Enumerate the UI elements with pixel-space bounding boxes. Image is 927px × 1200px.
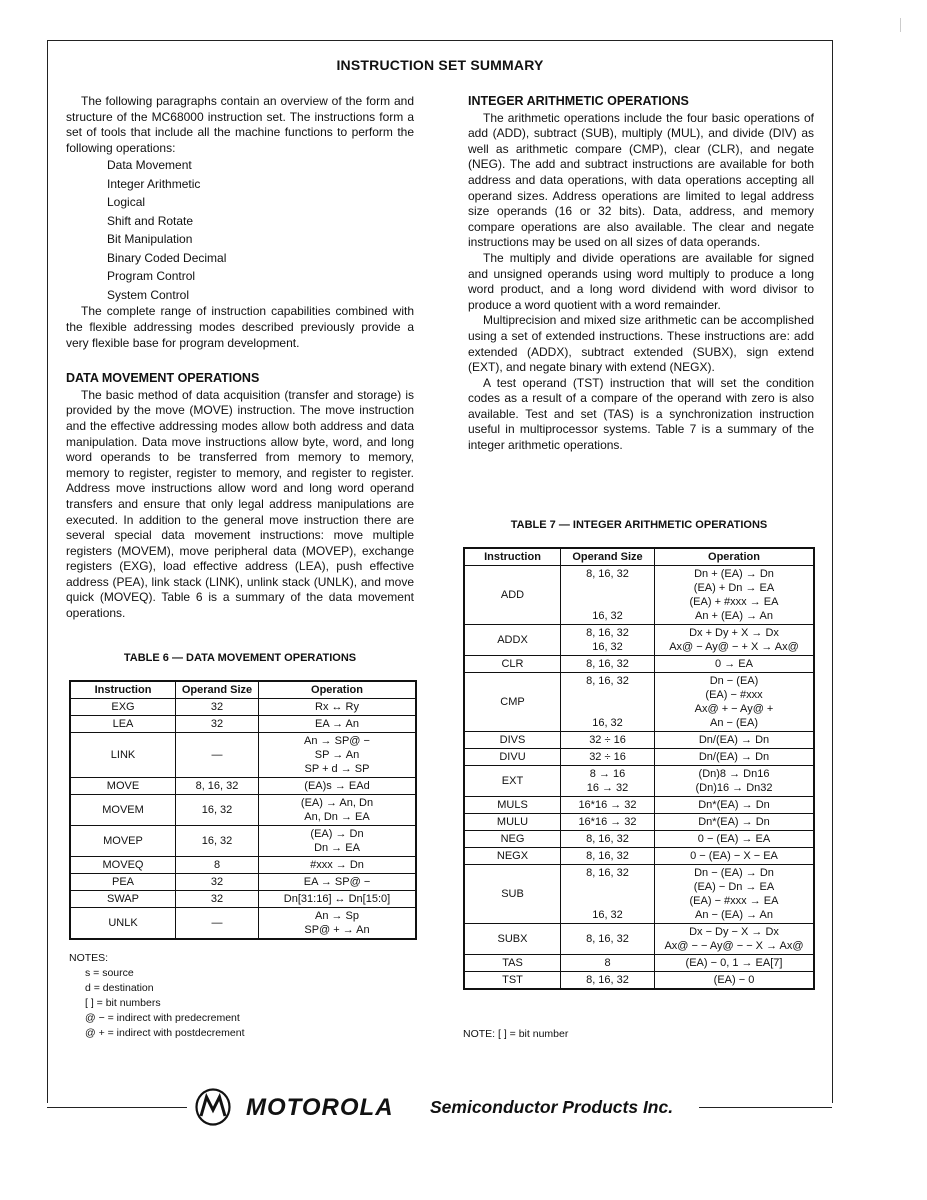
- integer-arithmetic-paragraph-1: The arithmetic operations include the four basic operations of add (ADD), subtract (SUB), multiply (MUL), and divide (DIV) as well as arithmetic compare (CMP), clear (CLR), and negate (NEG). The add and subtract instructions are available for both address and data operations, with data operations accepting all operand sizes. Address operations are limited to legal address size operands (16 or 32 bits). Data, address, and memory compare operations are also available. The clear and negate instructions may be used on all sizes of data operands.: [468, 110, 814, 250]
- table7-row: [464, 797, 814, 814]
- instruction-cell: LEA: [70, 716, 176, 733]
- operation-line: EA → SP@ −: [303, 876, 371, 888]
- operand-size-cell: 32: [176, 874, 259, 891]
- operand-size-primary: 8, 16, 32: [586, 833, 629, 845]
- table6-row: [70, 891, 416, 908]
- operation-list-item: Program Control: [107, 269, 196, 284]
- operation-line: Dn*(EA) → Dn: [698, 816, 770, 828]
- operand-size-secondary: 16, 32: [592, 717, 623, 729]
- operand-size-primary: 8, 16, 32: [586, 658, 629, 670]
- operation-line: EA → An: [314, 718, 360, 730]
- operation-list-item: Shift and Rotate: [107, 213, 194, 228]
- instruction-cell: TST: [464, 972, 561, 990]
- operation-line: An → SP@ −: [304, 735, 370, 747]
- table6-header-row: [70, 681, 416, 699]
- operand-size-secondary: 16, 32: [592, 641, 623, 653]
- operation-line: 0 − (EA) → EA: [697, 833, 771, 845]
- operand-size-secondary: 16, 32: [592, 909, 623, 921]
- operation-line: Rx ↔ Ry: [315, 701, 359, 713]
- data-movement-paragraph: The basic method of data acquisition (transfer and storage) is provided by the move (MOVE) instruction. The move instruction and the effective addressing modes allow both address and data manipulation. Data move instructions allow byte, word, and long word operands to be transferred from memory to memory, memory to register, register to memory, and register to register. Address move instructions allow word and long word operand transfers and ensure that only legal address manipulations are executed. In addition to the general move instruction there are several special data movement instructions: move multiple registers (MOVEM), move peripheral data (MOVEP), exchange registers (EXG), load effective address (LEA), push effective address (PEA), link stack (LINK), unlink stack (UNLK), and move quick (MOVEQ). Table 6 is a summary of the data movement operations.: [66, 387, 414, 621]
- table6-data-movement: [69, 680, 417, 940]
- operation-line: (EA) + Dn → EA: [693, 582, 775, 594]
- operation-list-item: Bit Manipulation: [107, 232, 193, 247]
- operand-size-cell: 16, 32: [176, 826, 259, 857]
- operation-line: Dn[31:16] ↔ Dn[15:0]: [283, 893, 391, 905]
- operation-line: Dn + (EA) → Dn: [694, 568, 774, 580]
- instruction-cell: SUBX: [464, 924, 561, 955]
- operation-cell: [655, 848, 815, 865]
- instruction-cell: ADD: [464, 566, 561, 625]
- operation-list-item: Integer Arithmetic: [107, 176, 201, 191]
- column-header-operand-size: Operand Size: [176, 681, 259, 699]
- scan-mark: [900, 18, 901, 32]
- operation-line: 0 → EA: [715, 658, 753, 670]
- table6-row: [70, 826, 416, 857]
- motorola-batwing-logo-icon: [194, 1088, 232, 1126]
- operation-line: Dn/(EA) → Dn: [698, 751, 770, 763]
- instruction-cell: LINK: [70, 733, 176, 778]
- operand-size-cell: [561, 972, 655, 990]
- operation-line: Dn*(EA) → Dn: [698, 799, 770, 811]
- integer-arithmetic-paragraph-3: Multiprecision and mixed size arithmetic can be accomplished using a set of extended instructions. These instructions are: add extended (ADDX), subtract extended (SUBX), sign extend (EXT), and negate binary with extend (NEGX).: [468, 313, 814, 375]
- operation-cell: [655, 814, 815, 831]
- table7-row: [464, 924, 814, 955]
- operation-cell: [655, 972, 815, 990]
- column-header-operand-size: Operand Size: [561, 548, 655, 566]
- operation-line: (EA) + #xxx → EA: [689, 596, 779, 608]
- integer-arithmetic-heading: INTEGER ARITHMETIC OPERATIONS: [468, 94, 689, 108]
- instruction-cell: MULS: [464, 797, 561, 814]
- note-item: @ + = indirect with postdecrement: [85, 1027, 245, 1039]
- operation-line: #xxx → Dn: [310, 859, 364, 871]
- footer-rule-right: [699, 1107, 832, 1108]
- instruction-cell: CMP: [464, 673, 561, 732]
- operation-cell: [259, 699, 417, 716]
- instruction-cell: EXG: [70, 699, 176, 716]
- instruction-cell: DIVS: [464, 732, 561, 749]
- note-item: [ ] = bit numbers: [85, 997, 161, 1009]
- table6-row: [70, 733, 416, 778]
- brand-name: MOTOROLA: [246, 1094, 394, 1121]
- operation-cell: [655, 673, 815, 732]
- operation-line: (EA) − 0, 1 → EA[7]: [685, 957, 783, 969]
- operation-cell: [655, 797, 815, 814]
- operation-line: Ax@ − Ay@ − + X → Ax@: [669, 641, 799, 653]
- operand-size-primary: 8: [604, 957, 611, 969]
- operation-line: (EA) − Dn → EA: [693, 881, 775, 893]
- table6-row: [70, 874, 416, 891]
- instruction-cell: MOVEP: [70, 826, 176, 857]
- instruction-cell: UNLK: [70, 908, 176, 940]
- instruction-cell: MULU: [464, 814, 561, 831]
- column-header-instruction: Instruction: [464, 548, 561, 566]
- integer-arithmetic-paragraph-4: A test operand (TST) instruction that will set the condition codes as a result of a compare of the operand with zero is also available. Test and set (TAS) is a synchronization instruction useful in multiprocessor systems. Table 7 is a summary of the integer arithmetic operations.: [468, 375, 814, 453]
- operand-size-cell: [561, 673, 655, 732]
- instruction-cell: ADDX: [464, 625, 561, 656]
- operation-line: 0 − (EA) − X − EA: [690, 850, 778, 862]
- operand-size-cell: 32: [176, 716, 259, 733]
- table7-row: [464, 972, 814, 990]
- operand-size-primary: 8, 16, 32: [586, 850, 629, 862]
- instruction-cell: SWAP: [70, 891, 176, 908]
- operation-line: An, Dn → EA: [304, 811, 370, 823]
- operation-line: SP@ + → An: [304, 924, 370, 936]
- brand-subtitle: Semiconductor Products Inc.: [430, 1097, 674, 1117]
- column-header-operation: Operation: [655, 548, 815, 566]
- operation-cell: [259, 795, 417, 826]
- operand-size-primary: 8, 16, 32: [586, 974, 629, 986]
- operand-size-secondary: 16 → 32: [586, 782, 629, 794]
- table7-integer-arithmetic: [463, 547, 815, 990]
- instruction-cell: PEA: [70, 874, 176, 891]
- operation-line: Dn → EA: [314, 842, 360, 854]
- operand-size-primary: 16*16 → 32: [578, 799, 637, 811]
- table6-notes: [69, 951, 369, 1041]
- operation-cell: [655, 924, 815, 955]
- operation-list-item: Binary Coded Decimal: [107, 250, 227, 265]
- operation-cell: [655, 732, 815, 749]
- instruction-cell: EXT: [464, 766, 561, 797]
- operation-cell: [259, 733, 417, 778]
- operand-size-cell: [561, 848, 655, 865]
- instruction-cell: CLR: [464, 656, 561, 673]
- operand-size-cell: [561, 955, 655, 972]
- table7-row: [464, 831, 814, 848]
- operand-size-cell: —: [176, 733, 259, 778]
- operation-line: (EA) − #xxx: [705, 689, 763, 701]
- operation-list-item: Data Movement: [107, 158, 192, 173]
- operand-size-cell: —: [176, 908, 259, 940]
- operation-line: Ax@ + − Ay@ +: [694, 703, 774, 715]
- operand-size-cell: [561, 732, 655, 749]
- operand-size-cell: 32: [176, 891, 259, 908]
- note-item: d = destination: [85, 982, 154, 994]
- operation-cell: [655, 656, 815, 673]
- table7-row: [464, 865, 814, 924]
- operand-size-primary: 8, 16, 32: [586, 627, 629, 639]
- operation-cell: [259, 716, 417, 733]
- operation-list-item: Logical: [107, 195, 146, 210]
- instruction-cell: DIVU: [464, 749, 561, 766]
- operation-line: Dx − Dy − X → Dx: [689, 926, 779, 938]
- table7-title: TABLE 7 — INTEGER ARITHMETIC OPERATIONS: [510, 519, 768, 531]
- instruction-cell: MOVEM: [70, 795, 176, 826]
- operation-cell: [655, 831, 815, 848]
- operation-cell: [655, 566, 815, 625]
- operation-line: An − (EA): [710, 717, 758, 729]
- table6-row: [70, 699, 416, 716]
- operation-cell: [259, 908, 417, 940]
- operand-size-primary: 8, 16, 32: [586, 568, 629, 580]
- operation-line: Dn − (EA) → Dn: [694, 867, 774, 879]
- operand-size-primary: 16*16 → 32: [578, 816, 637, 828]
- operation-line: (EA)s → EAd: [304, 780, 370, 792]
- operand-size-cell: 16, 32: [176, 795, 259, 826]
- instruction-cell: MOVE: [70, 778, 176, 795]
- table7-row: [464, 766, 814, 797]
- table7-row: [464, 656, 814, 673]
- operation-cell: [655, 955, 815, 972]
- column-header-operation: Operation: [259, 681, 417, 699]
- table7-row: [464, 673, 814, 732]
- operand-size-cell: [561, 656, 655, 673]
- note-item: @ − = indirect with predecrement: [85, 1012, 240, 1024]
- operation-line: Ax@ − − Ay@ − − X → Ax@: [664, 940, 804, 952]
- operand-size-secondary: 16, 32: [592, 610, 623, 622]
- right-column: [468, 94, 814, 454]
- operation-line: Dx + Dy + X → Dx: [689, 627, 779, 639]
- operation-line: An − (EA) → An: [695, 909, 773, 921]
- operand-size-cell: 8, 16, 32: [176, 778, 259, 795]
- operand-size-primary: 8, 16, 32: [586, 933, 629, 945]
- operand-size-cell: [561, 831, 655, 848]
- operation-line: SP → An: [314, 749, 360, 761]
- operation-line: (EA) − #xxx → EA: [689, 895, 779, 907]
- operand-size-cell: [561, 865, 655, 924]
- operation-line: Dn/(EA) → Dn: [698, 734, 770, 746]
- table6-row: [70, 716, 416, 733]
- operation-cell: [655, 625, 815, 656]
- table7-note: NOTE: [ ] = bit number: [463, 1028, 569, 1040]
- operand-size-primary: 32 ÷ 16: [589, 751, 626, 763]
- operand-size-cell: [561, 924, 655, 955]
- operand-size-cell: [561, 766, 655, 797]
- integer-arithmetic-paragraph-2: The multiply and divide operations are available for signed and unsigned operands using word multiply to produce a long word product, and a long word dividend with word divisor to produce a word quotient with a word remainder.: [468, 250, 814, 312]
- operand-size-cell: [561, 749, 655, 766]
- operation-list-item: System Control: [107, 287, 190, 302]
- operation-line: (EA) − 0: [713, 974, 755, 986]
- operation-line: SP + d → SP: [304, 763, 370, 775]
- operand-size-cell: [561, 797, 655, 814]
- operation-cell: [259, 826, 417, 857]
- page-title: INSTRUCTION SET SUMMARY: [336, 57, 544, 73]
- table6-row: [70, 908, 416, 940]
- operation-cell: [259, 891, 417, 908]
- table7-header-row: [464, 548, 814, 566]
- table7-row: [464, 749, 814, 766]
- table6-row: [70, 778, 416, 795]
- left-column: [66, 94, 414, 622]
- operand-size-primary: 8, 16, 32: [586, 675, 629, 687]
- operation-line: (EA) → Dn: [310, 828, 364, 840]
- table7-row: [464, 814, 814, 831]
- operation-cell: [655, 749, 815, 766]
- column-header-instruction: Instruction: [70, 681, 176, 699]
- table7-row: [464, 566, 814, 625]
- operand-size-cell: 8: [176, 857, 259, 874]
- operation-line: An + (EA) → An: [695, 610, 773, 622]
- operand-size-cell: [561, 625, 655, 656]
- operation-line: Dn − (EA): [709, 675, 759, 687]
- operation-line: (Dn)16 → Dn32: [695, 782, 773, 794]
- data-movement-heading: DATA MOVEMENT OPERATIONS: [66, 371, 260, 386]
- operation-line: (Dn)8 → Dn16: [698, 768, 770, 780]
- operation-cell: [655, 865, 815, 924]
- operation-cell: [259, 857, 417, 874]
- table7-row: [464, 955, 814, 972]
- operand-size-primary: 8 → 16: [589, 768, 626, 780]
- instruction-cell: SUB: [464, 865, 561, 924]
- operations-list: [66, 156, 414, 304]
- operand-size-primary: 32 ÷ 16: [589, 734, 626, 746]
- note-item: s = source: [85, 967, 134, 979]
- table7-row: [464, 732, 814, 749]
- operation-cell: [259, 778, 417, 795]
- table7-row: [464, 848, 814, 865]
- instruction-cell: NEG: [464, 831, 561, 848]
- intro-closing-paragraph: The complete range of instruction capabilities combined with the flexible addressing modes described previously provide a very flexible base for program development.: [66, 304, 414, 350]
- operation-line: (EA) → An, Dn: [300, 797, 374, 809]
- instruction-cell: TAS: [464, 955, 561, 972]
- table6-row: [70, 857, 416, 874]
- operand-size-primary: 8, 16, 32: [586, 867, 629, 879]
- footer-rule-left: [47, 1107, 187, 1108]
- operation-cell: [259, 874, 417, 891]
- operand-size-cell: [561, 566, 655, 625]
- operand-size-cell: 32: [176, 699, 259, 716]
- notes-heading: NOTES:: [69, 952, 109, 964]
- operation-cell: [655, 766, 815, 797]
- operation-line: An → Sp: [314, 910, 360, 922]
- table6-row: [70, 795, 416, 826]
- instruction-cell: NEGX: [464, 848, 561, 865]
- table6-title: TABLE 6 — DATA MOVEMENT OPERATIONS: [123, 652, 357, 664]
- instruction-cell: MOVEQ: [70, 857, 176, 874]
- table7-row: [464, 625, 814, 656]
- intro-paragraph: The following paragraphs contain an overview of the form and structure of the MC68000 instruction set. The instructions form a set of tools that include all the machine functions to perform the following operations:: [66, 94, 414, 155]
- operand-size-cell: [561, 814, 655, 831]
